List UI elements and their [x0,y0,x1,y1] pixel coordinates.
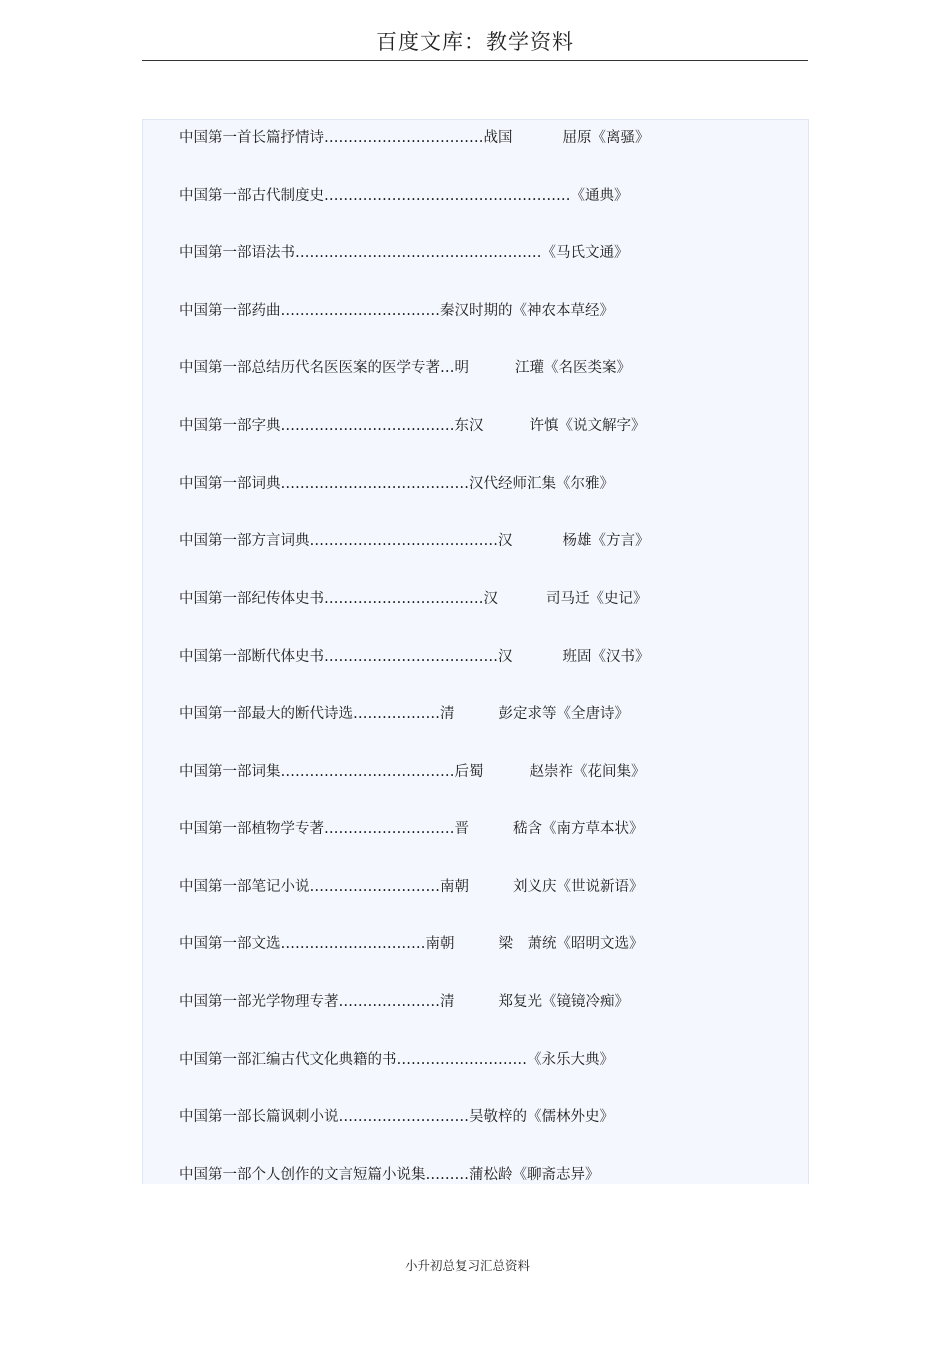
entry-topic: 中国第一部古代制度史 [179,188,324,204]
entry-dynasty: 汉 [483,591,498,607]
entry-work: 江瓘《名医类案》 [515,360,631,376]
entry-topic: 中国第一部光学物理专著 [179,994,339,1010]
list-item [179,1165,600,1184]
entry-work: 郑复光《镜镜冷痴》 [498,994,629,1010]
entry-topic: 中国第一部断代体史书 [179,649,324,665]
entry-topic: 中国第一部纪传体史书 [179,591,324,607]
entry-work: 彭定求等《全唐诗》 [498,706,629,722]
entry-topic: 中国第一部个人创作的文言短篇小说集 [179,1167,426,1183]
entry-topic: 中国第一部语法书 [179,245,295,261]
list-item [179,243,629,263]
entry-leader: …………………………………………… [324,188,571,204]
entry-work: 《永乐大典》 [527,1052,614,1068]
entry-leader: ………………………… [280,936,426,952]
entry-topic: 中国第一部文选 [179,936,281,952]
entry-work: 汉代经师汇集《尔雅》 [469,476,614,492]
entry-leader: ……… [425,1167,469,1183]
list-item [179,992,629,1012]
entry-work: 司马迁《史记》 [546,591,648,607]
list-item [179,589,648,609]
list-item [179,416,646,436]
list-item [179,301,614,321]
page-header-title: 百度文库：教学资料 [376,30,574,54]
entry-topic: 中国第一部字典 [179,418,281,434]
list-item [179,762,646,782]
entry-leader: ……………… [353,706,440,722]
entry-work: 蒲松龄《聊斋志异》 [469,1167,600,1183]
entry-topic: 中国第一部词集 [179,764,281,780]
entry-dynasty: 后蜀 [454,764,484,780]
entry-leader: ……………………… [309,879,440,895]
entry-topic: 中国第一部总结历代名医医案的医学专著 [179,360,440,376]
entry-leader: ……………………………… [280,764,455,780]
list-item [179,186,629,206]
entry-work: 嵇含《南方草本状》 [513,821,644,837]
page-footer-text: 小升初总复习汇总资料 [404,1258,530,1273]
entry-dynasty: 战国 [483,130,513,146]
entry-topic: 中国第一部最大的断代诗选 [179,706,353,722]
list-item [179,474,614,494]
entry-leader: ………………………………… [309,533,498,549]
entry-work: 许慎《说文解字》 [529,418,646,434]
entry-dynasty: 汉 [498,649,513,665]
entry-leader: … [440,360,455,376]
list-item [179,704,629,724]
entry-topic: 中国第一部植物学专著 [179,821,324,837]
list-item [179,934,644,954]
entry-dynasty: 清 [440,706,455,722]
entry-leader: …………………………………………… [295,245,542,261]
list-item [179,128,650,148]
entry-work: 梁 萧统《昭明文选》 [498,936,644,952]
entry-work: 《马氏文通》 [541,245,629,261]
header-divider [142,60,808,61]
entry-dynasty: 南朝 [440,879,469,895]
list-item [179,1050,614,1070]
entry-dynasty: 南朝 [425,936,455,952]
entry-leader: ……………………………… [324,649,498,665]
entry-leader: …………………………… [324,591,484,607]
entry-leader: ……………………………… [280,418,455,434]
list-item [179,819,644,839]
list-item [179,647,650,667]
entry-leader: ……………………… [396,1052,527,1068]
entry-topic: 中国第一部笔记小说 [179,879,310,895]
entry-work: 秦汉时期的《神农本草经》 [440,303,614,319]
entry-dynasty: 晋 [454,821,469,837]
entry-leader: ……………………… [338,1109,469,1125]
entry-dynasty: 东汉 [454,418,484,434]
entry-dynasty: 汉 [498,533,513,549]
entry-topic: 中国第一部词典 [179,476,281,492]
entry-work: 赵崇祚《花间集》 [529,764,646,780]
list-item [179,358,631,378]
entry-leader: ………………………………… [280,476,469,492]
entry-leader: …………………………… [324,130,484,146]
entry-topic: 中国第一部药曲 [179,303,281,319]
entry-dynasty: 清 [440,994,455,1010]
content-panel [142,119,809,1184]
entry-work: 《通典》 [570,188,629,204]
entry-topic: 中国第一首长篇抒情诗 [179,130,324,146]
entry-leader: ……………………… [324,821,455,837]
list-item [179,531,650,551]
entry-topic: 中国第一部汇编古代文化典籍的书 [179,1052,397,1068]
entry-work: 杨雄《方言》 [562,533,650,549]
entry-work: 吴敬梓的《儒林外史》 [469,1109,614,1125]
entry-topic: 中国第一部方言词典 [179,533,310,549]
entry-work: 刘义庆《世说新语》 [513,879,644,895]
entry-dynasty: 明 [454,360,469,376]
list-item [179,1107,614,1127]
entry-topic: 中国第一部长篇讽刺小说 [179,1109,339,1125]
entry-work: 屈原《离骚》 [562,130,650,146]
entry-leader: ………………… [338,994,440,1010]
list-item [179,877,644,897]
entry-work: 班固《汉书》 [562,649,650,665]
entry-leader: …………………………… [280,303,440,319]
